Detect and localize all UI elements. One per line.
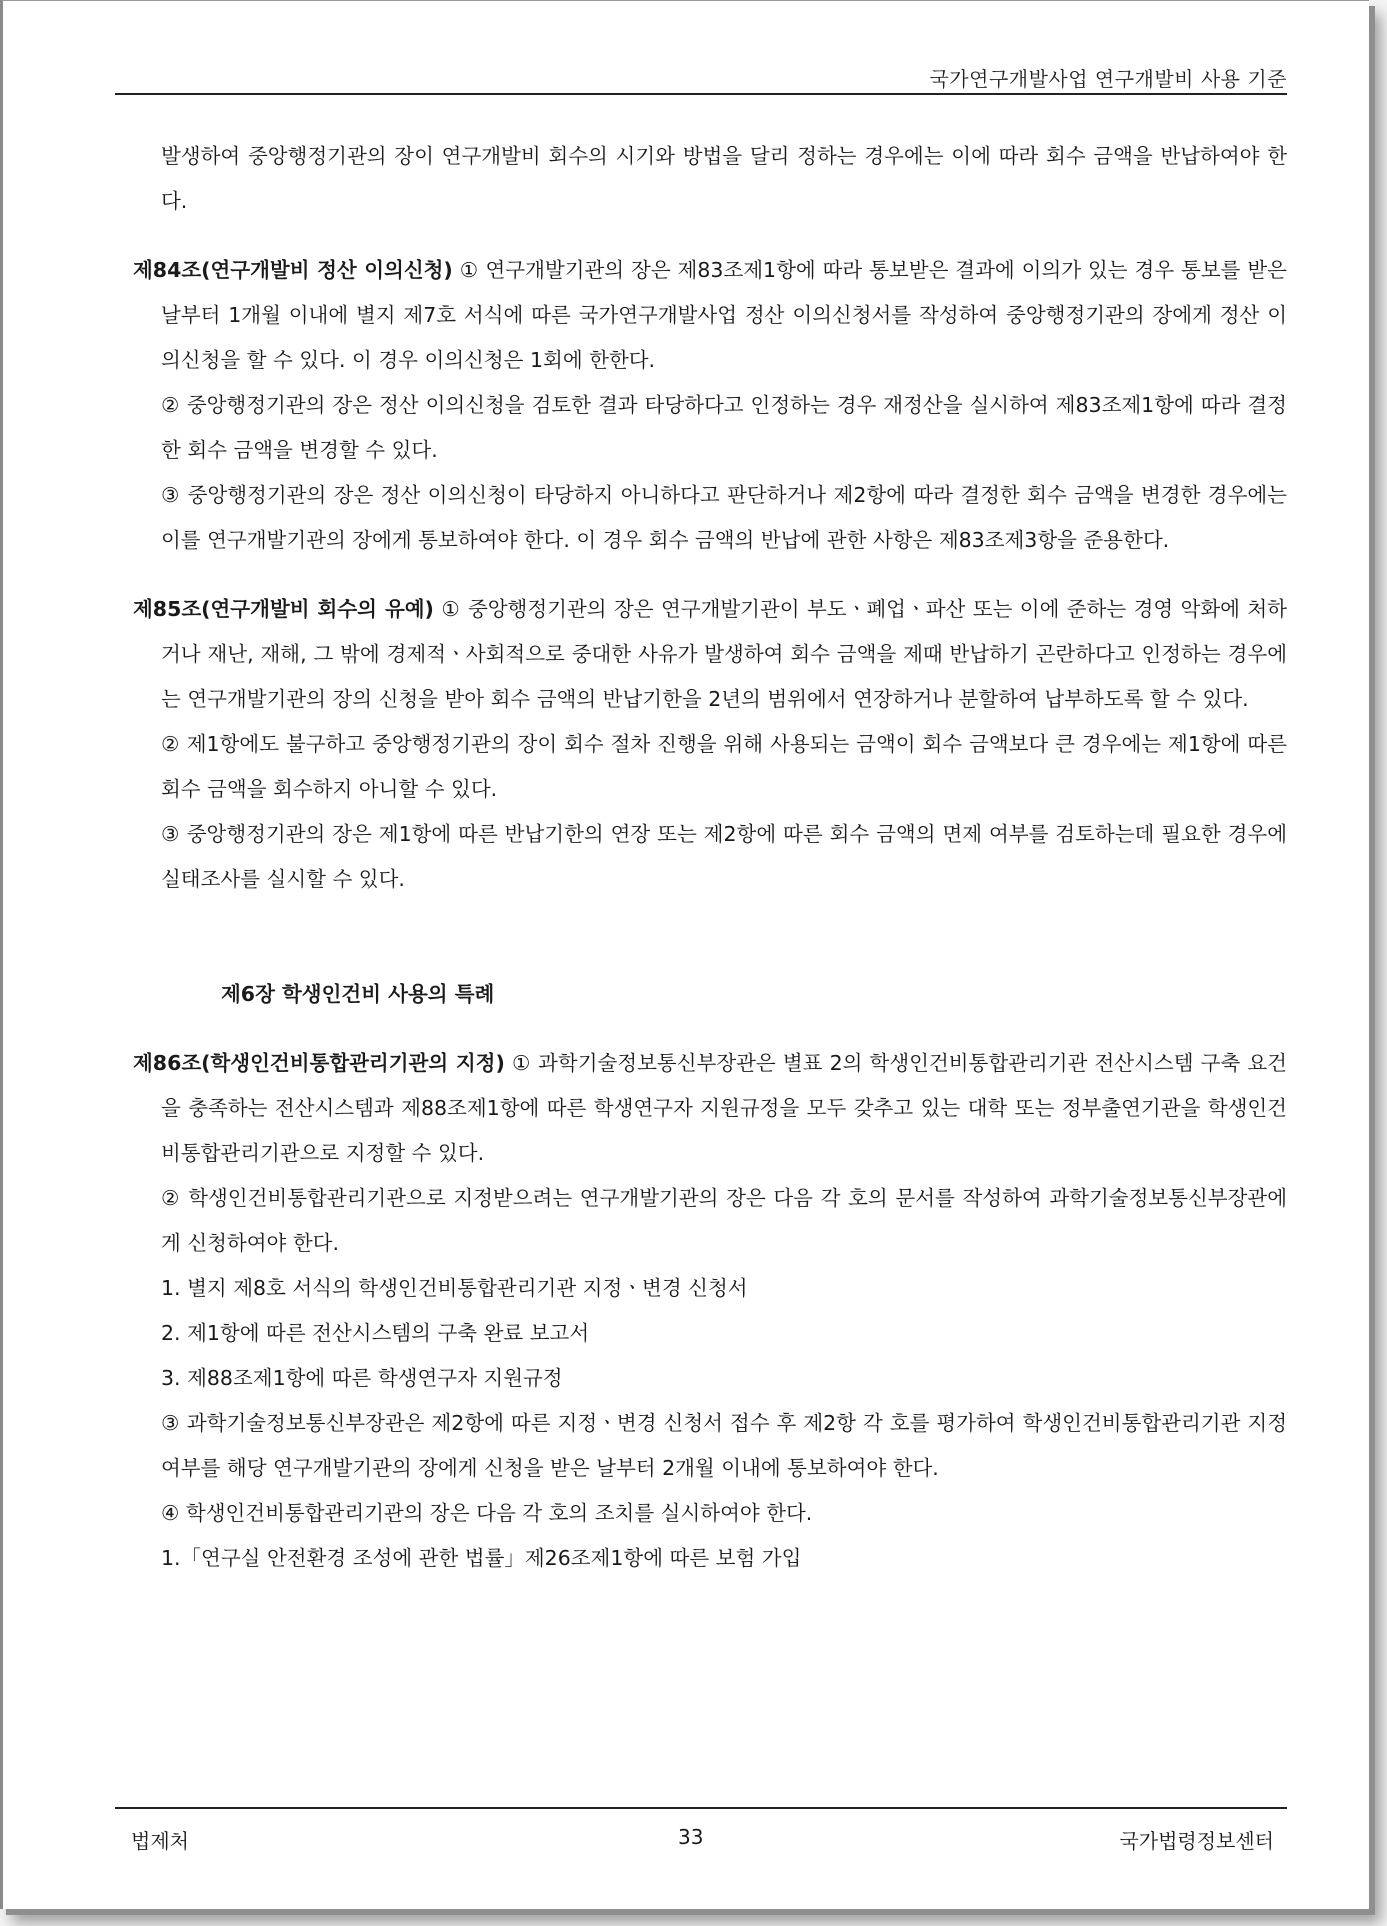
article-84-title: 제84조(연구개발비 정산 이의신청) bbox=[133, 258, 453, 282]
article-84-clause-2: ② 중앙행정기관의 장은 정산 이의신청을 검토한 결과 타당하다고 인정하는 경우 재정산을 실시하여 제83조제1항에 따라 결정한 회수 금액을 변경할 수 있다. bbox=[161, 393, 1287, 462]
header-rule bbox=[115, 93, 1287, 95]
list-item: 2. 제1항에 따른 전산시스템의 구축 완료 보고서 bbox=[161, 1321, 590, 1345]
article-85-clause-1: ① 중앙행정기관의 장은 연구개발기관이 부도ㆍ폐업ㆍ파산 또는 이에 준하는 경영 악화에 처하거나 재난, 재해, 그 밖에 경제적ㆍ사회적으로 중대한 사유가 발생하여 회수 금액을 제때 반납하기 곤란하다고 인정하는 경우에는 연구개발기관의 장의 신청을 받아 회수 금액의 반납기한을 2년의 범위에서 연장하거나 분할하여 납부하도록 할 수 있다. bbox=[161, 597, 1287, 711]
footer-publisher: 법제처 bbox=[131, 1829, 189, 1853]
list-item: 1. 별지 제8호 서식의 학생인건비통합관리기관 지정ㆍ변경 신청서 bbox=[161, 1276, 748, 1300]
article-85-paragraph-1 bbox=[133, 587, 1287, 722]
article-84-clause-1: ① 연구개발기관의 장은 제83조제1항에 따라 통보받은 결과에 이의가 있는 경우 통보를 받은 날부터 1개월 이내에 별지 제7호 서식에 따른 국가연구개발사업 정산 이의신청서를 작성하여 중앙행정기관의 장에게 정산 이의신청을 할 수 있다. 이 경우 이의신청은 1회에 한한다. bbox=[161, 258, 1287, 372]
article-84-paragraph-1 bbox=[133, 248, 1287, 383]
article-86-clause-2: ② 학생인건비통합관리기관으로 지정받으려는 연구개발기관의 장은 다음 각 호의 문서를 작성하여 과학기술정보통신부장관에게 신청하여야 한다. bbox=[161, 1186, 1287, 1255]
footer-rule bbox=[115, 1807, 1287, 1809]
article-86-clause-1: ① 과학기술정보통신부장관은 별표 2의 학생인건비통합관리기관 전산시스템 구축 요건을 충족하는 전산시스템과 제88조제1항에 따른 학생연구자 지원규정을 모두 갖추고 있는 대학 또는 정부출연기관을 학생인건비통합관리기관으로 지정할 수 있다. bbox=[161, 1051, 1287, 1165]
document-body bbox=[133, 134, 1287, 1581]
list-item: 3. 제88조제1항에 따른 학생연구자 지원규정 bbox=[161, 1366, 563, 1390]
article-85-clause-3: ③ 중앙행정기관의 장은 제1항에 따른 반납기한의 연장 또는 제2항에 따른 회수 금액의 면제 여부를 검토하는데 필요한 경우에 실태조사를 실시할 수 있다. bbox=[161, 822, 1287, 891]
article-86-paragraph-1 bbox=[133, 1041, 1287, 1176]
page-number: 33 bbox=[678, 1825, 704, 1849]
article-85-title: 제85조(연구개발비 회수의 유예) bbox=[133, 597, 434, 621]
list-item: 1.「연구실 안전환경 조성에 관한 법률」제26조제1항에 따른 보험 가입 bbox=[161, 1546, 802, 1570]
article-86-title: 제86조(학생인건비통합관리기관의 지정) bbox=[133, 1051, 505, 1075]
article-86-clause-4: ④ 학생인건비통합관리기관의 장은 다음 각 호의 조치를 실시하여야 한다. bbox=[161, 1501, 813, 1525]
intro-paragraph: 발생하여 중앙행정기관의 장이 연구개발비 회수의 시기와 방법을 달리 정하는 경우에는 이에 따라 회수 금액을 반납하여야 한다. bbox=[161, 144, 1287, 213]
article-86-clause-3: ③ 과학기술정보통신부장관은 제2항에 따른 지정ㆍ변경 신청서 접수 후 제2항 각 호를 평가하여 학생인건비통합관리기관 지정 여부를 해당 연구개발기관의 장에게 신청을 받은 날부터 2개월 이내에 통보하여야 한다. bbox=[161, 1411, 1287, 1480]
article-84-clause-3: ③ 중앙행정기관의 장은 정산 이의신청이 타당하지 아니하다고 판단하거나 제2항에 따라 결정한 회수 금액을 변경한 경우에는 이를 연구개발기관의 장에게 통보하여야 한다. 이 경우 회수 금액의 반납에 관한 사항은 제83조제3항을 준용한다. bbox=[161, 483, 1287, 552]
chapter-heading: 제6장 학생인건비 사용의 특례 bbox=[221, 982, 495, 1006]
footer-source: 국가법령정보센터 bbox=[1119, 1829, 1274, 1853]
header-title: 국가연구개발사업 연구개발비 사용 기준 bbox=[929, 67, 1287, 91]
article-85-clause-2: ② 제1항에도 불구하고 중앙행정기관의 장이 회수 절차 진행을 위해 사용되는 금액이 회수 금액보다 큰 경우에는 제1항에 따른 회수 금액을 회수하지 아니할 수 있다. bbox=[161, 732, 1287, 801]
